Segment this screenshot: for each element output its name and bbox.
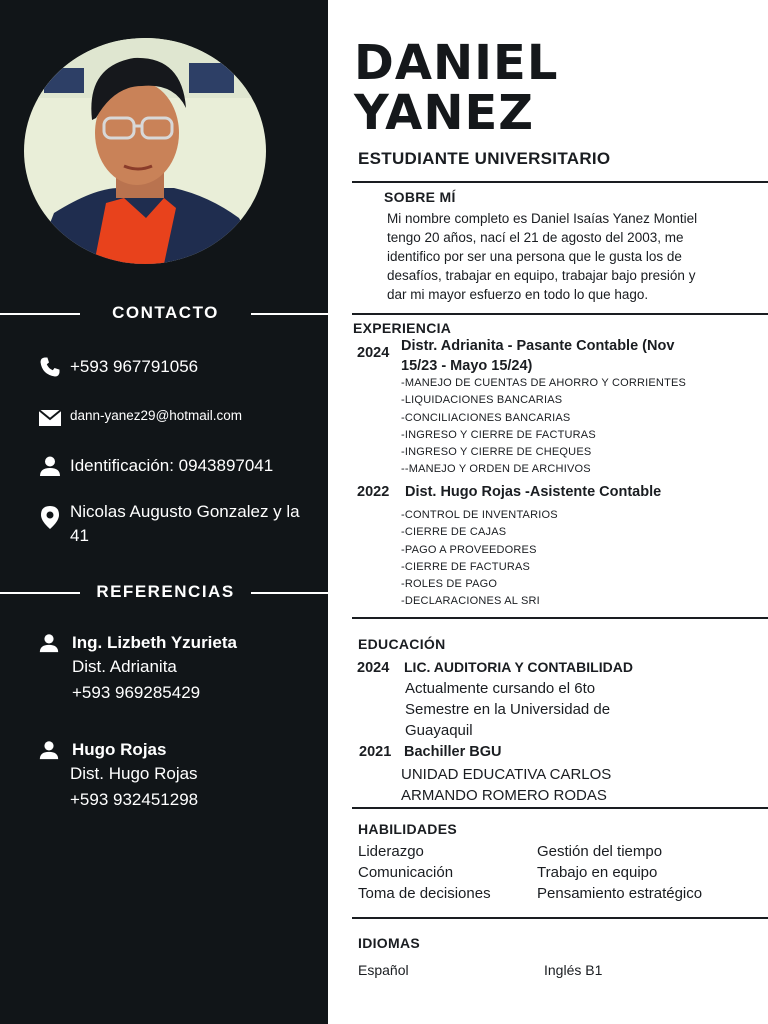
contact-id [38,454,318,478]
languages-title: IDIOMAS [358,935,420,951]
language-item: Inglés B1 [544,962,603,978]
education-line: Guayaquil [405,722,473,739]
job-title-line: Distr. Adrianita - Pasante Contable (Nov [401,338,675,354]
education-details [401,764,611,806]
sidebar [0,0,328,1024]
divider [352,181,768,183]
divider [352,313,768,315]
job-task: -INGRESO Y CIERRE DE FACTURAS [401,428,596,441]
job-task: -LIQUIDACIONES BANCARIAS [401,394,563,407]
contact-heading [0,303,328,323]
education-year: 2021 [359,744,392,760]
contact-heading-label: CONTACTO [112,303,219,322]
job-task: -PAGO A PROVEEDORES [401,543,537,556]
reference-phone: +593 932451298 [70,790,199,809]
reference-item [38,632,318,706]
references-heading-label: REFERENCIAS [96,582,235,601]
skill-item: Comunicación [358,864,454,881]
job-task-list [401,375,686,479]
job-task-list [401,507,558,611]
contact-address [38,500,318,548]
education-line: Semestre en la Universidad de [405,701,611,718]
divider [352,917,768,919]
education-degree: Bachiller BGU [404,744,502,760]
education-details [405,678,610,741]
contact-id-text: Identificación: 0943897041 [70,456,274,475]
skill-item: Liderazgo [358,843,424,860]
about-title: SOBRE MÍ [384,189,456,205]
reference-name: Ing. Lizbeth Yzurieta [72,633,237,652]
job-task: -DECLARACIONES AL SRI [401,595,540,608]
skill-item: Toma de decisiones [358,885,491,902]
user-icon [38,454,62,478]
mail-icon [38,406,62,430]
experience-title: EXPERIENCIA [353,320,452,336]
main-content [328,0,768,1024]
phone-icon [38,355,62,379]
user-icon [38,632,62,656]
contact-phone-text: +593 967791056 [70,357,199,376]
job-role: ESTUDIANTE UNIVERSITARIO [358,149,611,168]
about-line: tengo 20 años, nací el 21 de agosto del 2003, me [387,230,684,245]
location-pin-icon [38,505,62,529]
contact-heading-rule-left [0,313,80,315]
job-title [405,482,765,502]
last-name: YANEZ [354,85,535,141]
language-item: Español [358,962,409,978]
job-title [401,336,761,376]
skill-item: Gestión del tiempo [537,843,663,860]
reference-name: Hugo Rojas [72,740,167,759]
education-line: Actualmente cursando el 6to [405,680,596,697]
references-heading-rule-left [0,592,80,594]
first-name: DANIEL [354,35,559,91]
divider [352,807,768,809]
skill-item: Trabajo en equipo [537,864,658,881]
reference-company: Dist. Adrianita [72,657,177,676]
skills-title: HABILIDADES [358,821,457,837]
references-heading [0,582,328,602]
reference-company: Dist. Hugo Rojas [70,764,198,783]
job-year: 2024 [357,345,390,361]
job-task: -ROLES DE PAGO [401,578,498,591]
contact-email[interactable] [38,405,318,430]
job-task: -CONCILIACIONES BANCARIAS [401,411,571,424]
job-title-line: Dist. Hugo Rojas -Asistente Contable [405,484,662,500]
reference-phone: +593 969285429 [72,683,201,702]
about-line: desafíos, trabajar en equipo, trabajar bajo presión y [387,268,696,283]
contact-email-text: dann-yanez29@hotmail.com [70,408,243,423]
education-year: 2024 [357,660,390,676]
education-line: ARMANDO ROMERO RODAS [401,787,607,804]
job-task: -CONTROL DE INVENTARIOS [401,509,558,521]
job-task: -MANEJO DE CUENTAS DE AHORRO Y CORRIENTES [401,377,687,389]
job-task: --MANEJO Y ORDEN DE ARCHIVOS [401,463,591,476]
reference-item [38,739,318,813]
job-task: -CIERRE DE CAJAS [401,526,507,539]
contact-phone[interactable] [38,355,318,379]
about-line: dar mi mayor esfuerzo en todo lo que hago. [387,287,649,302]
contact-heading-rule-right [251,313,328,315]
job-task: -CIERRE DE FACTURAS [401,560,531,573]
education-title: EDUCACIÓN [358,636,446,652]
education-line: UNIDAD EDUCATIVA CARLOS [401,766,612,783]
about-text [387,209,767,304]
user-icon [38,739,62,763]
job-title-line: 15/23 - Mayo 15/24) [401,358,533,374]
full-name [354,35,559,141]
job-year: 2022 [357,484,390,500]
education-degree: LIC. AUDITORIA Y CONTABILIDAD [404,659,633,675]
references-heading-rule-right [251,592,328,594]
about-line: Mi nombre completo es Daniel Isaías Yanez Montiel [387,211,698,226]
contact-address-text: Nicolas Augusto Gonzalez y la 41 [70,502,300,545]
profile-photo [24,38,266,264]
skill-item: Pensamiento estratégico [537,885,703,902]
about-line: identifico por ser una persona que le gusta los de [387,249,682,264]
profile-photo-illustration [24,38,266,264]
divider [352,617,768,619]
job-task: -INGRESO Y CIERRE DE CHEQUES [401,446,592,459]
